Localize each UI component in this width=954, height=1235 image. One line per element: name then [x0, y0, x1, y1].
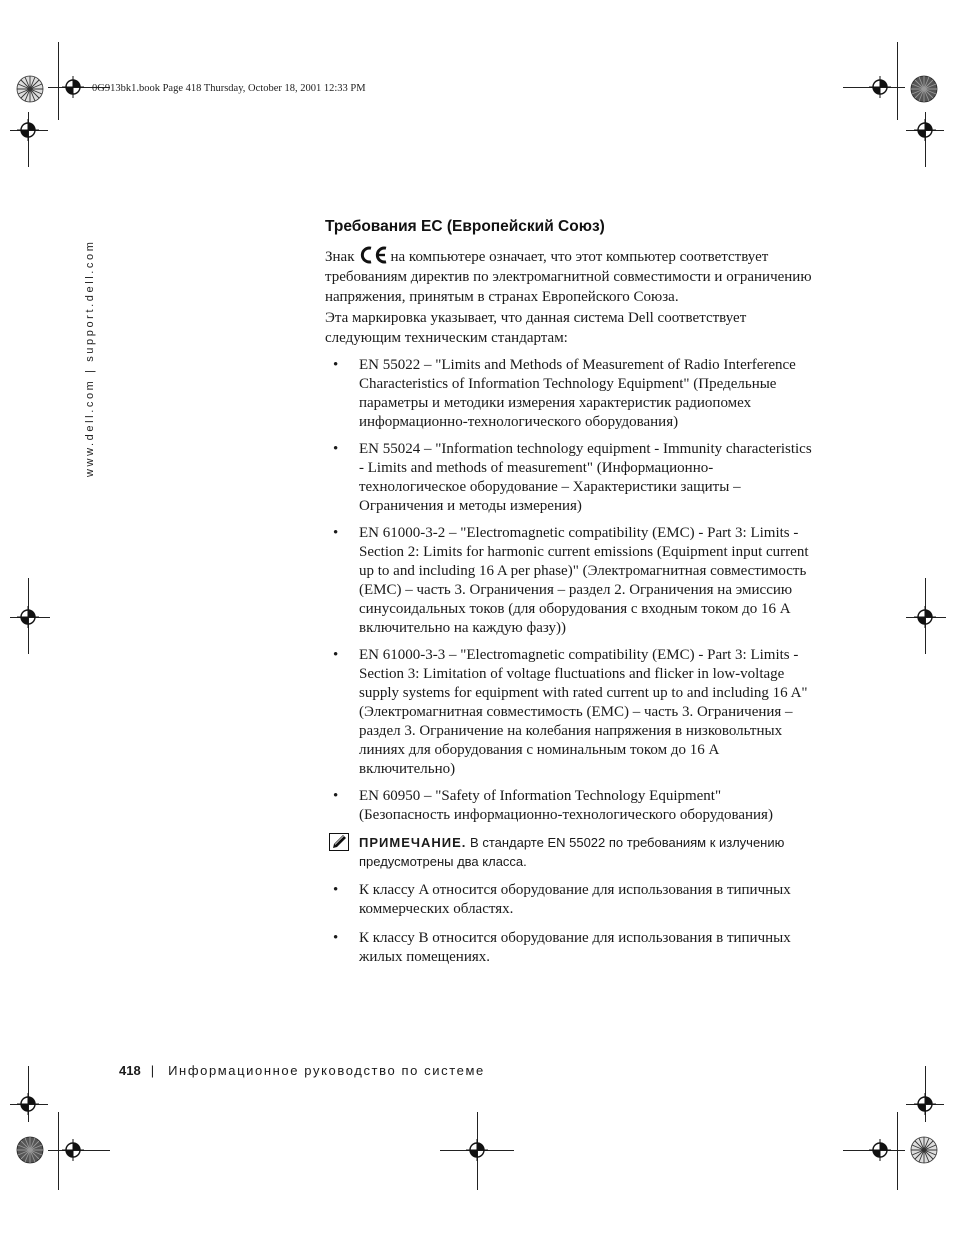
list-item	[325, 646, 815, 779]
class-text: К классу A относится оборудование для использования в типичных коммерческих областях.	[359, 882, 791, 917]
crop-line	[58, 42, 59, 120]
ce-mark-icon	[358, 246, 388, 264]
note	[325, 833, 815, 871]
note-label: ПРИМЕЧАНИЕ.	[359, 835, 467, 850]
standard-text: EN 55022 – "Limits and Methods of Measurement of Radio Interference Characteristics of Information Technology Equipment" (Предельные параметры и методики измерения характеристик радиопомех информационно-технологического оборудования)	[359, 357, 796, 430]
list-item	[325, 929, 815, 967]
crosshair-icon	[62, 1139, 84, 1161]
standard-text: EN 60950 – "Safety of Information Technology Equipment" (Безопасность информационно-технологического оборудования)	[359, 788, 773, 823]
crosshair-icon	[62, 76, 84, 98]
crosshair-icon	[869, 76, 891, 98]
bullet: •	[333, 357, 339, 373]
list-item	[325, 524, 815, 638]
page-footer	[119, 1063, 485, 1078]
class-text: К классу B относится оборудование для использования в типичных жилых помещениях.	[359, 930, 791, 965]
list-item	[325, 440, 815, 516]
list-item	[325, 881, 815, 919]
pencil-note-icon	[329, 833, 349, 851]
main-content	[325, 218, 815, 975]
crosshair-icon	[17, 119, 39, 141]
print-header: 0G913bk1.book Page 418 Thursday, October 18, 2001 12:33 PM	[92, 83, 366, 94]
starburst-icon	[16, 1136, 44, 1164]
note-text	[359, 833, 815, 871]
crop-line	[58, 1112, 59, 1190]
intro-paragraph	[325, 246, 815, 307]
crosshair-icon	[914, 119, 936, 141]
starburst-icon	[910, 75, 938, 103]
starburst-icon	[910, 1136, 938, 1164]
side-url: www.dell.com | support.dell.com	[84, 239, 96, 477]
standard-text: EN 61000-3-2 – "Electromagnetic compatibility (EMC) - Part 3: Limits - Section 2: Limits for harmonic current emissions (Equipment input current up to and including 16 A per phase)" (Электромагнитная совместимость (EMC) – часть 3. Ограничения – раздел 2. Ограничения на эмиссию синусоидальных токов (для оборудования с входным током до 16 A включительно на каждую фазу))	[359, 525, 809, 636]
bullet: •	[333, 788, 339, 804]
crosshair-icon	[869, 1139, 891, 1161]
crosshair-icon	[17, 606, 39, 628]
bullet: •	[333, 647, 339, 663]
section-heading: Требования ЕС (Европейский Союз)	[325, 218, 605, 235]
starburst-icon	[16, 75, 44, 103]
classes-list	[325, 881, 815, 967]
list-item	[325, 356, 815, 432]
bullet: •	[333, 525, 339, 541]
crop-line	[897, 1112, 898, 1190]
standards-list	[325, 356, 815, 825]
footer-separator: |	[150, 1063, 155, 1078]
bullet: •	[333, 930, 339, 946]
list-item	[325, 787, 815, 825]
standard-text: EN 55024 – "Information technology equipment - Immunity characteristics - Limits and methods of measurement" (Информационно-технологическое оборудование – Характеристики защиты – Ограничения и методы измерения)	[359, 441, 812, 514]
intro-after-mark: на компьютере означает, что этот компьютер соответствует требованиям директив по электромагнитной совместимости и ограничению напряжения, принятым в странах Европейского Союза.	[325, 249, 812, 305]
crop-line	[897, 42, 898, 120]
standard-text: EN 61000-3-3 – "Electromagnetic compatibility (EMC) - Part 3: Limits - Section 3: Limitation of voltage fluctuations and flicker in low-voltage supply systems for equipment with rated current up to and including 16 A" (Электромагнитная совместимость (EMC) – часть 3. Ограничения – раздел 3. Ограничение на колебания напряжения в низковольтных линиях для оборудования с номинальным током до 16 A включительно)	[359, 647, 808, 777]
crosshair-icon	[914, 1093, 936, 1115]
standards-intro: Эта маркировка указывает, что данная система Dell соответствует следующим техническим стандартам:	[325, 310, 747, 346]
crosshair-icon	[914, 606, 936, 628]
bullet: •	[333, 882, 339, 898]
page-number: 418	[119, 1063, 141, 1078]
crosshair-icon	[17, 1093, 39, 1115]
bullet: •	[333, 441, 339, 457]
crosshair-icon	[466, 1139, 488, 1161]
intro-before-mark: Знак	[325, 249, 355, 265]
note-body: В стандарте EN 55022 по требованиям к излучению предусмотрены два класса.	[359, 835, 785, 869]
footer-title: Информационное руководство по системе	[168, 1063, 485, 1078]
